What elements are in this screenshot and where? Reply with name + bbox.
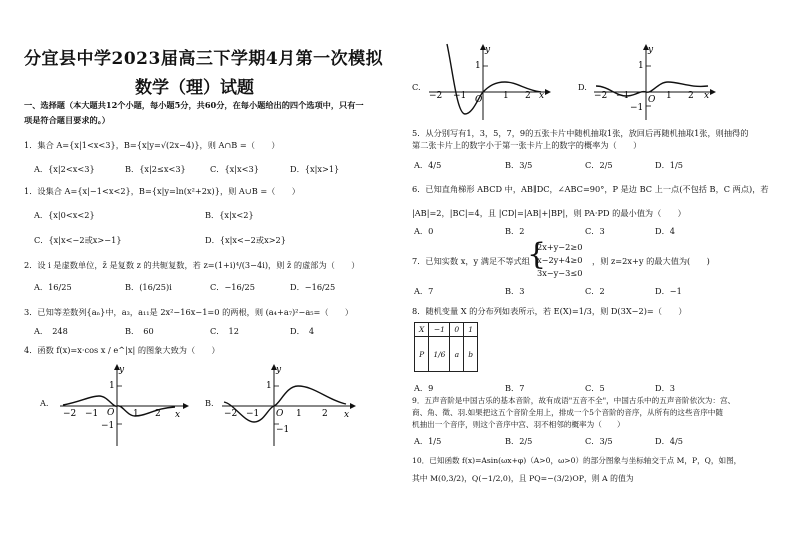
tick-y-1: 1 xyxy=(266,381,272,391)
origin-label: O xyxy=(475,95,483,105)
table-cell: X xyxy=(415,323,429,337)
q6-option-c: C．3 xyxy=(585,226,605,236)
tick-x-2: 2 xyxy=(525,91,531,101)
q6-option-b: B．2 xyxy=(505,226,525,236)
q5-option-d: D．1/5 xyxy=(655,160,683,170)
tick-x-2: 2 xyxy=(155,409,161,419)
tick-y-1: 1 xyxy=(475,61,481,71)
q3-option-c: C． 12 xyxy=(210,326,239,336)
table-cell: 0 xyxy=(450,323,464,337)
q1b-option-a: A．{x|0<x<2} xyxy=(34,210,95,220)
tick-x-1: 1 xyxy=(296,409,302,419)
q3-option-b: B． 60 xyxy=(125,326,154,336)
q7-lead: 7．已知实数 x，y 满足不等式组 xyxy=(412,256,530,266)
q6-line1: 6．已知直角梯形 ABCD 中，AB∥DC，∠ABC=90°，P 是边 BC 上一点(不包括 B，C 两点)，若 xyxy=(412,184,769,194)
q10-line1: 10．已知函数 f(x)=Asin(ωx+φ)（A>0，ω>0）的部分图象与坐标轴交于点 M，P，Q，如图， xyxy=(412,456,742,465)
tick-x-neg1: −1 xyxy=(616,91,630,101)
tick-x-neg2: −2 xyxy=(429,91,443,101)
section-heading: 一、选择题（本大题共12个小题，每小题5分，共60分，在每小题给出的四个选项中，只有一 xyxy=(24,100,364,110)
q7-option-a: A．7 xyxy=(414,286,434,296)
q9-line2: 商、角、徵、羽.如果把这五个音阶全用上，排成一个5个音阶的音序，从所有的这些音序中随 xyxy=(412,408,723,417)
y-axis-label: y xyxy=(648,45,654,55)
origin-label: O xyxy=(648,95,656,105)
tick-x-1: 1 xyxy=(503,91,509,101)
q3-option-d: D． 4 xyxy=(290,326,315,336)
q4-option-b-label: B. xyxy=(205,398,214,408)
q8-option-c: C．5 xyxy=(585,383,605,393)
q9-line1: 9．五声音阶是中国古乐的基本音阶，故有成语"五音不全"，中国古乐中的五声音阶依次为：宫、 xyxy=(412,396,736,405)
q7-brace: { xyxy=(527,237,547,272)
q5-option-c: C．2/5 xyxy=(585,160,613,170)
q8-option-b: B．7 xyxy=(505,383,525,393)
q4-option-b-graph xyxy=(218,362,358,447)
tick-x-neg2: −2 xyxy=(63,409,77,419)
y-axis-label: y xyxy=(119,365,125,375)
origin-label: O xyxy=(276,409,284,419)
q6-option-d: D．4 xyxy=(655,226,675,236)
x-axis-label: x xyxy=(539,91,545,101)
q4-option-d-label: D. xyxy=(578,82,587,92)
q8-option-d: D．3 xyxy=(655,383,675,393)
q5-option-a: A．4/5 xyxy=(414,160,442,170)
exam-subtitle: 数学（理）试题 xyxy=(135,78,254,98)
q1-option-b: B．{x|2≤x<3} xyxy=(125,164,186,174)
q7-tail: ，则 z=2x+y 的最大值为( ) xyxy=(592,256,710,266)
q1b-option-c: C．{x|x<−2或x>−1} xyxy=(34,235,122,245)
tick-x-neg1: −1 xyxy=(453,91,467,101)
q1-option-a: A．{x|2<x<3} xyxy=(34,164,95,174)
q1-stem: 1．集合 A={x|1<x<3}，B={x|y=√(2x−4)}，则 A∩B =（ ） xyxy=(24,140,280,150)
q9-option-d: D．4/5 xyxy=(655,436,683,446)
tick-y-neg1: −1 xyxy=(276,425,290,435)
q1-option-c: C．{x|x<3} xyxy=(210,164,259,174)
tick-y-neg1: −1 xyxy=(101,421,115,431)
q9-line3: 机抽出一个音序，则这个音序中宫、羽不相邻的概率为（ ） xyxy=(412,420,625,429)
tick-y-1: 1 xyxy=(109,381,115,391)
tick-y-neg1: −1 xyxy=(630,103,644,113)
q8-stem: 8．随机变量 X 的分布列如表所示，若 E(X)=1/3，则 D(3X−2)=（ ） xyxy=(412,306,687,316)
q8-distribution-table xyxy=(414,322,478,372)
q2-option-b: B．(16/25)i xyxy=(125,282,172,292)
table-cell: 1 xyxy=(464,323,478,337)
table-row xyxy=(415,323,478,337)
q7-system-eq1: 2x+y−2≥0 xyxy=(537,242,583,252)
q2-option-a: A．16/25 xyxy=(34,282,72,292)
table-cell: a xyxy=(450,337,464,372)
tick-x-neg2: −2 xyxy=(594,91,608,101)
tick-x-neg2: −2 xyxy=(224,409,238,419)
tick-x-neg1: −1 xyxy=(85,409,99,419)
origin-label: O xyxy=(107,408,115,418)
q4-option-a-label: A. xyxy=(40,398,49,408)
table-cell: 1/6 xyxy=(429,337,450,372)
q7-system-eq3: 3x−y−3≤0 xyxy=(537,268,583,278)
x-axis-label: x xyxy=(344,410,350,420)
y-axis-label: y xyxy=(485,45,491,55)
tick-x-1: 1 xyxy=(133,409,139,419)
q5-line2: 第二张卡片上的数字小于第一张卡片上的数字的概率为（ ） xyxy=(412,140,642,150)
q9-option-b: B．2/5 xyxy=(505,436,533,446)
tick-x-2: 2 xyxy=(688,91,694,101)
q10-line2: 其中 M(0,3/2)，Q(−1/2,0)，且 PQ=−(3/2)OP，则 A 的值为 xyxy=(412,474,634,483)
table-cell: b xyxy=(464,337,478,372)
q1b-option-d: D．{x|x<−2或x>2} xyxy=(205,235,286,245)
tick-y-1: 1 xyxy=(638,61,644,71)
x-axis-label: x xyxy=(704,91,710,101)
q4-option-d-graph xyxy=(590,42,720,122)
table-cell: −1 xyxy=(429,323,450,337)
exam-title: 分宜县中学2023届高三下学期4月第一次模拟 xyxy=(24,49,384,69)
q4-stem: 4．函数 f(x)=x·cos x / e^|x| 的图象大致为（ ） xyxy=(24,345,220,355)
q1b-stem: 1．设集合 A={x|−1<x<2}，B={x|y=ln(x²+2x)}，则 A∪B =（ ） xyxy=(24,186,300,196)
table-row xyxy=(415,337,478,372)
y-axis-label: y xyxy=(276,365,282,375)
x-axis-label: x xyxy=(175,410,181,420)
tick-x-1: 1 xyxy=(666,91,672,101)
q2-option-d: D．−16/25 xyxy=(290,282,336,292)
q4-option-c-graph xyxy=(425,42,555,122)
q8-option-a: A．9 xyxy=(414,383,434,393)
q6-option-a: A．0 xyxy=(414,226,434,236)
section-heading-cont: 项是符合题目要求的。） xyxy=(24,115,110,125)
q7-option-b: B．3 xyxy=(505,286,525,296)
q5-option-b: B．3/5 xyxy=(505,160,533,170)
q3-option-a: A． 248 xyxy=(34,326,68,336)
q3-stem: 3．已知等差数列{aₙ}中，a₃，a₁₁是 2x²−16x−1=0 的两根，则 (a₄+a₇)²−a₅=（ ） xyxy=(24,307,354,317)
q9-option-c: C．3/5 xyxy=(585,436,613,446)
tick-x-2: 2 xyxy=(322,409,328,419)
q6-line2: |AB|=2，|BC|=4，且 |CD|=|AB|+|BP|，则 PA·PD 的最小值为（ ） xyxy=(412,208,686,218)
q7-system-eq2: x−2y+4≥0 xyxy=(537,255,583,265)
q2-option-c: C．−16/25 xyxy=(210,282,255,292)
q7-option-d: D．−1 xyxy=(655,286,682,296)
tick-x-neg1: −1 xyxy=(246,409,260,419)
q9-option-a: A．1/5 xyxy=(414,436,442,446)
q5-line1: 5．从分别写有1，3，5，7，9的五张卡片中随机抽取1张，放回后再随机抽取1张，则抽得的 xyxy=(412,128,749,138)
q4-option-a-graph xyxy=(55,362,190,447)
q1b-option-b: B．{x|x<2} xyxy=(205,210,254,220)
table-cell: P xyxy=(415,337,429,372)
q2-stem: 2．设 i 是虚数单位，z̄ 是复数 z 的共轭复数，若 z=(1+i)⁴/(3−4i)，则 z̄ 的虚部为（ ） xyxy=(24,260,360,270)
q1-option-d: D．{x|x>1} xyxy=(290,164,340,174)
q4-option-c-label: C. xyxy=(412,82,421,92)
q7-option-c: C．2 xyxy=(585,286,605,296)
